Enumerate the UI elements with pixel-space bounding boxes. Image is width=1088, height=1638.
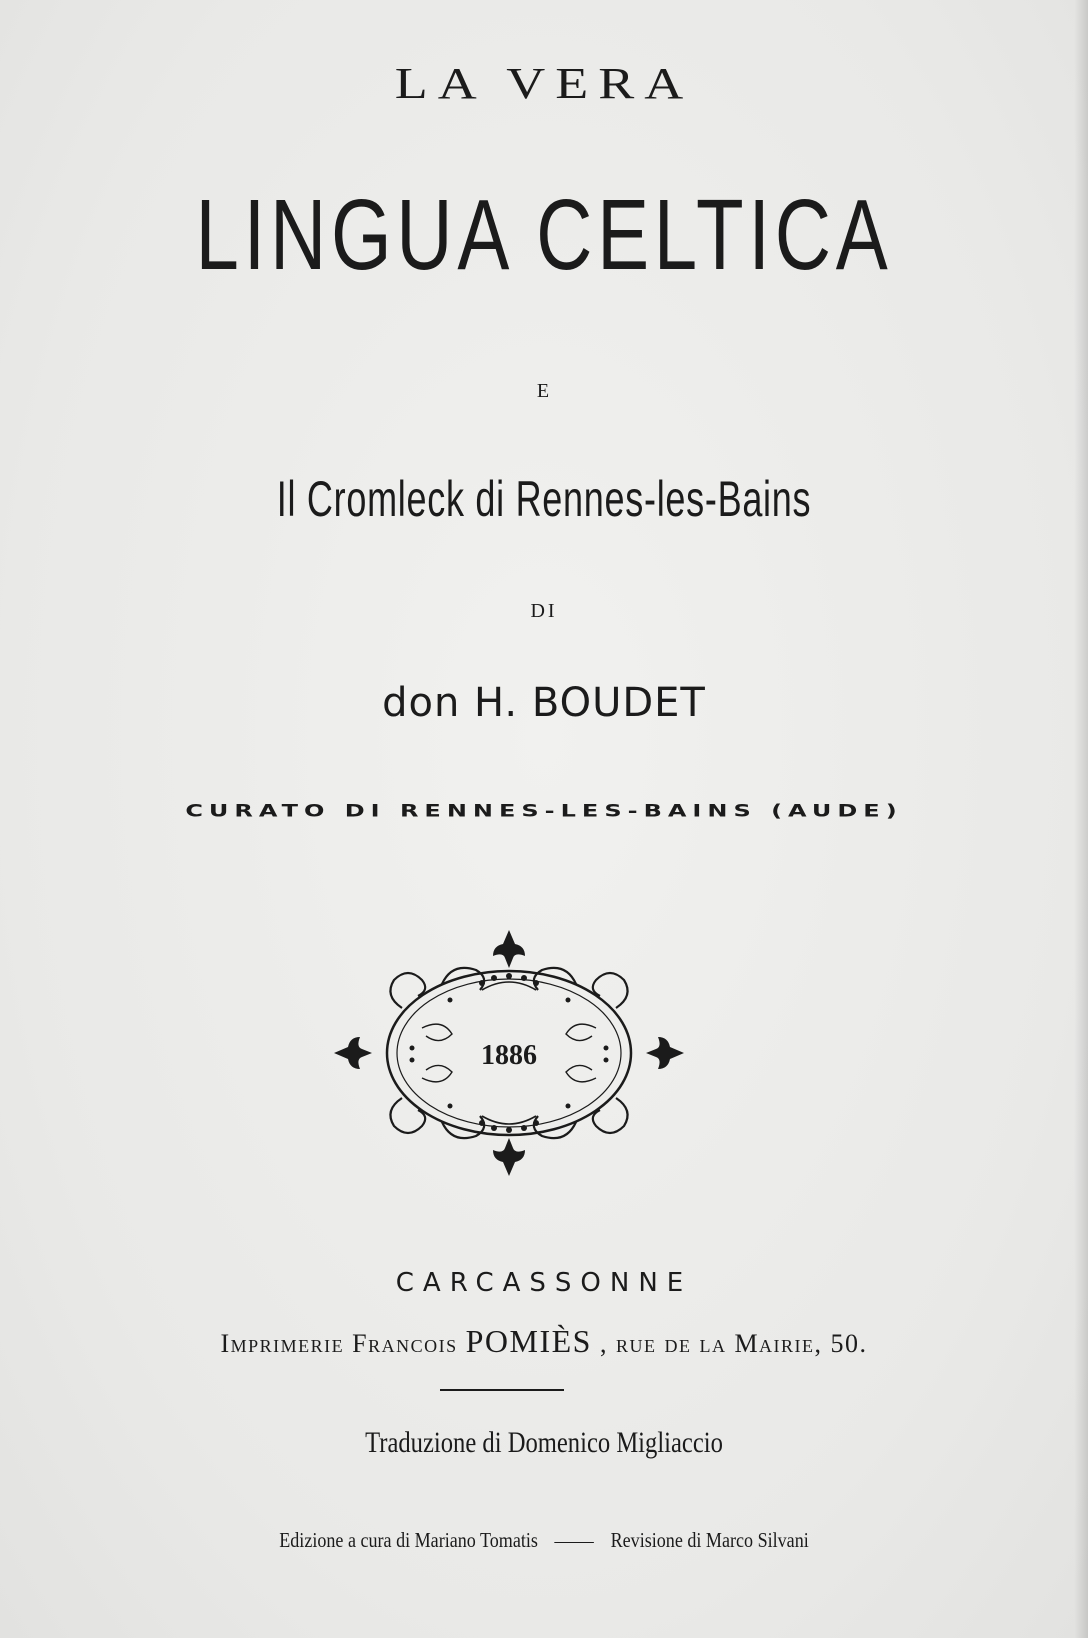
by-label: DI	[530, 600, 558, 622]
printer-suffix: , rue de la Mairie, 50.	[599, 1329, 868, 1358]
subtitle: Il Cromleck di Rennes-les-Bains	[276, 471, 812, 527]
reviewer-credit: Revisione di Marco Silvani	[610, 1528, 809, 1552]
printer-name: POMIÈS	[465, 1323, 592, 1359]
imprint-city: CARCASSONNE	[395, 1268, 693, 1298]
author-name: don H. BOUDET	[382, 680, 706, 726]
editor-credit: Edizione a cura di Mariano Tomatis	[279, 1528, 538, 1552]
title-line-2: LINGUA CELTICA	[195, 179, 893, 291]
translation-credit: Traduzione di Domenico Migliaccio	[365, 1426, 723, 1459]
imprint-printer	[0, 1323, 1088, 1360]
edition-credit	[76, 1528, 1012, 1553]
fleuron-vignette-icon	[332, 928, 686, 1178]
printer-prefix: Imprimerie Francois	[220, 1329, 458, 1358]
title-line-1: LA VERA	[394, 58, 694, 108]
credit-separator	[554, 1542, 594, 1543]
ornament-year: 1886	[481, 1040, 537, 1071]
conjunction: E	[536, 380, 552, 402]
author-role: CURATO DI RENNES-LES-BAINS (AUDE)	[185, 801, 903, 821]
divider-rule	[440, 1389, 564, 1391]
scan-edge-shadow	[1074, 0, 1088, 1638]
